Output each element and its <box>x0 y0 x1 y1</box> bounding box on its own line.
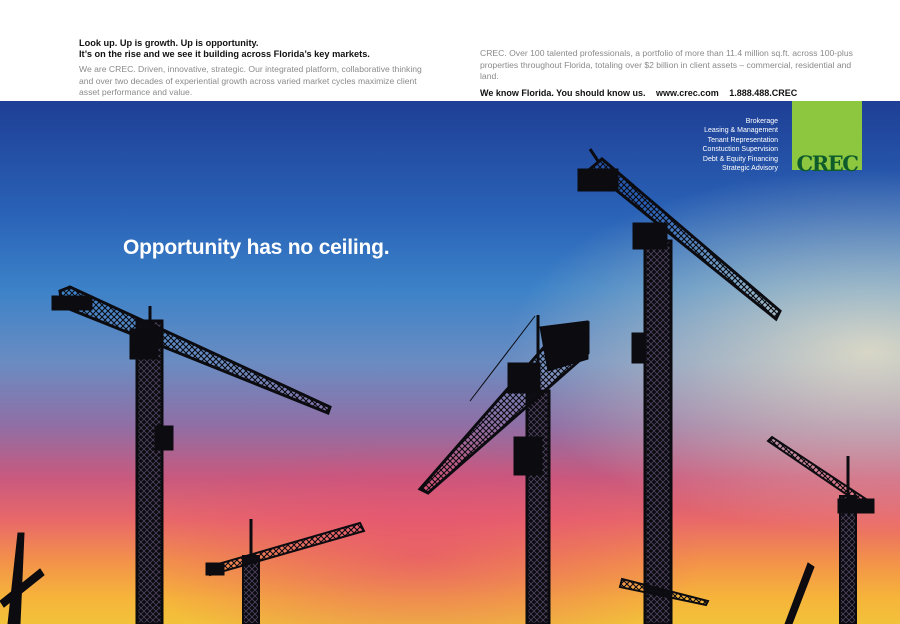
crane-silhouettes <box>0 101 900 624</box>
service-item-brokerage: Brokerage <box>745 118 778 125</box>
hero-headline: Opportunity has no ceiling. <box>123 236 390 259</box>
stats-paragraph: CREC. Over 100 talented professionals, a portfolio of more than 11.4 million sq.ft. across 100-plus properties throughout Florida, totaling over $2 billion in client assets – commercial, residential and land. <box>480 48 853 81</box>
service-item-construction-supervision: Constuction Supervision <box>702 146 778 154</box>
service-item-financing: Debt & Equity Financing <box>702 155 778 163</box>
services-list <box>703 117 779 173</box>
crane-left <box>52 287 330 624</box>
contact-line <box>480 88 860 98</box>
service-item-strategic-advisory: Strategic Advisory <box>721 165 778 173</box>
intro-paragraph: We are CREC. Driven, innovative, strategic. Our integrated platform, collaborative thinking and over two decades of experiential growth across varied market cycles maximize client asset performance and value. <box>79 64 422 97</box>
crane-bottom-left <box>0 533 44 624</box>
crane-center <box>420 315 588 624</box>
crane-small-left <box>206 519 364 624</box>
crec-logo-text: CREC <box>796 151 858 176</box>
phone-number: 1.888.488.CREC <box>729 87 798 98</box>
header-right-column <box>480 48 860 98</box>
service-item-tenant-representation: Tenant Representation <box>707 136 778 144</box>
ad-header <box>0 0 900 101</box>
hero-image <box>0 101 900 624</box>
crane-bottom-right <box>785 563 814 624</box>
crane-tall <box>578 149 780 624</box>
tagline-line-2: It’s on the rise and we see it building across Florida’s key markets. <box>79 49 370 59</box>
tagline-line-1: Look up. Up is growth. Up is opportunity. <box>79 38 259 48</box>
website-link[interactable]: www.crec.com <box>656 87 719 98</box>
crec-logo <box>792 101 862 176</box>
slogan: We know Florida. You should know us. <box>480 87 646 98</box>
header-left-column <box>79 38 424 99</box>
service-item-leasing: Leasing & Management <box>704 127 778 135</box>
crane-right <box>768 437 874 624</box>
